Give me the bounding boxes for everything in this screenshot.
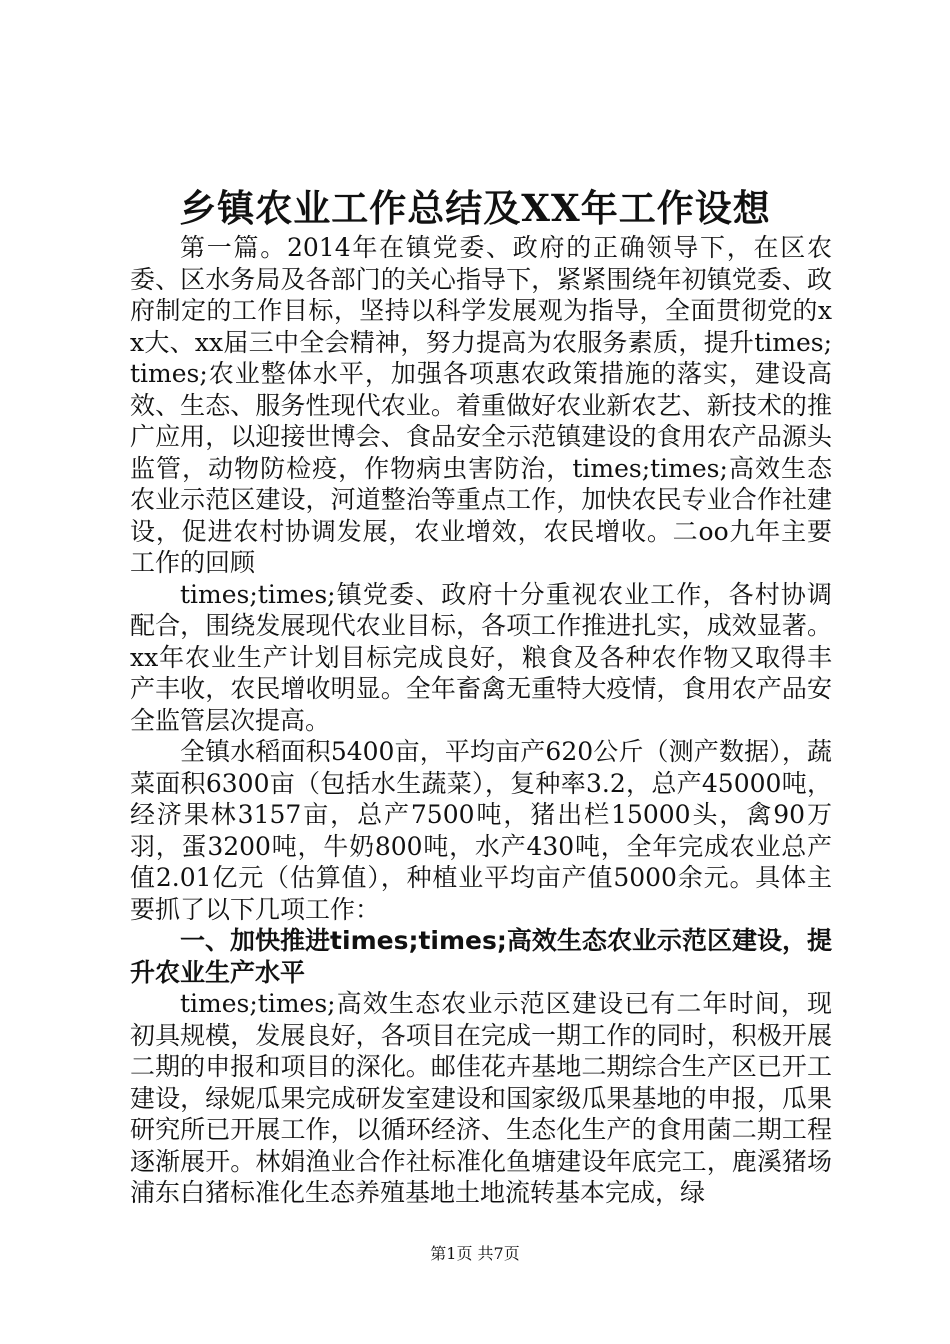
paragraph: times;times;镇党委、政府十分重视农业工作，各村协调配合，围绕发展现代农业目标，各项工作推进扎实，成效显著。xx年农业生产计划目标完成良好，粮食及各种农作物又取得丰产丰收，农民增收明显。全年畜禽无重特大疫情，食用农产品安全监管层次提高。	[130, 579, 832, 735]
paragraph: 全镇水稻面积5400亩，平均亩产620公斤（测产数据），蔬菜面积6300亩（包括水生蔬菜），复种率3.2，总产45000吨，经济果林3157亩，总产7500吨，猪出栏15000头，禽90万羽，蛋3200吨，牛奶800吨，水产430吨，全年完成农业总产值2.01亿元（估算值），种植业平均亩产值5000余元。具体主要抓了以下几项工作：	[130, 737, 832, 924]
document-title: 乡镇农业工作总结及XX年工作设想	[179, 186, 771, 230]
paragraph: times;times;高效生态农业示范区建设已有二年时间，现初具规模，发展良好，各项目在完成一期工作的同时，积极开展二期的申报和项目的深化。邮佳花卉基地二期综合生产区已开工建设，绿妮瓜果完成研发室建设和国家级瓜果基地的申报，瓜果研究所已开展工作，以循环经济、生态化生产的食用菌二期工程逐渐展开。林娟渔业合作社标准化鱼塘建设年底完工，鹿溪猪场浦东白猪标准化生态养殖基地土地流转基本完成，绿	[130, 989, 832, 1207]
paragraph: 第一篇。2014年在镇党委、政府的正确领导下，在区农委、区水务局及各部门的关心指导下，紧紧围绕年初镇党委、政府制定的工作目标，坚持以科学发展观为指导，全面贯彻党的xx大、xx届三中全会精神，努力提高为农服务素质，提升times;times;农业整体水平，加强各项惠农政策措施的落实，建设高效、生态、服务性现代农业。着重做好农业新农艺、新技术的推广应用，以迎接世博会、食品安全示范镇建设的食用农产品源头监管，动物防检疫，作物病虫害防治，times;times;高效生态农业示范区建设，河道整治等重点工作，加快农民专业合作社建设，促进农村协调发展，农业增效，农民增收。二oo九年主要工作的回顾	[130, 233, 832, 577]
section-heading: 一、加快推进times;times;高效生态农业示范区建设，提升农业生产水平	[130, 926, 832, 987]
document-body	[130, 232, 832, 1209]
page-footer: 第1页 共7页	[430, 1244, 520, 1263]
